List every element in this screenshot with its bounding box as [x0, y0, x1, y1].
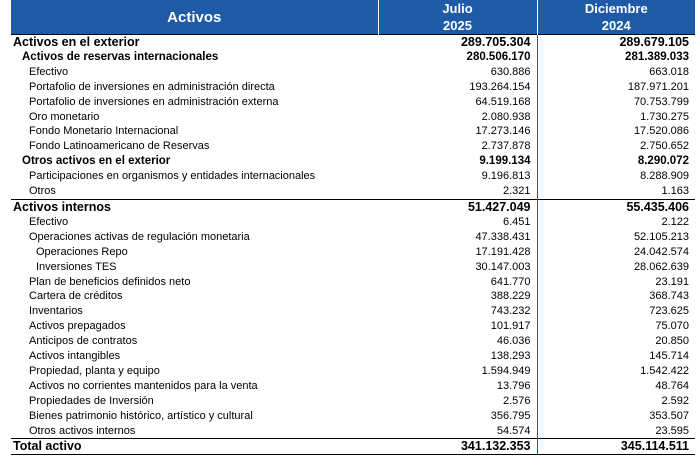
column-header-december-month: Diciembre	[537, 0, 695, 17]
row-label: Activos de reservas internacionales	[22, 50, 219, 63]
column-header-assets: Activos	[11, 0, 378, 35]
row-label: Efectivo	[29, 215, 69, 228]
row-label: Oro monetario	[29, 110, 100, 123]
value-december-2024: 8.290.072	[537, 154, 695, 169]
table-row	[11, 184, 695, 199]
value-july-2025: 1.594.949	[481, 364, 531, 377]
value-july-2025: 341.132.353	[378, 439, 537, 455]
value-december-2024: 23.191	[537, 275, 695, 290]
row-label: Participaciones en organismos y entidades internacionales	[29, 170, 316, 183]
row-label: Activos en el exterior	[11, 35, 378, 50]
value-july-2025: 388.229	[490, 290, 531, 303]
value-december-2024: 23.595	[537, 424, 695, 439]
subsection-row	[11, 50, 695, 65]
table-row	[11, 275, 695, 290]
row-label: Activos no corrientes mantenidos para la venta	[29, 379, 258, 392]
value-july-2025: 289.705.304	[378, 35, 537, 50]
value-december-2024: 55.435.406	[537, 199, 695, 214]
table-row	[11, 334, 695, 349]
value-december-2024: 52.105.213	[537, 230, 695, 245]
table-row	[11, 139, 695, 154]
value-july-2025: 54.574	[496, 424, 531, 437]
value-december-2024: 8.288.909	[537, 169, 695, 184]
value-july-2025: 280.506.170	[466, 50, 531, 63]
value-december-2024: 345.114.511	[537, 439, 695, 455]
row-label: Portafolio de inversiones en administración directa	[29, 80, 275, 93]
value-july-2025: 9.199.134	[479, 155, 531, 168]
table-row	[11, 349, 695, 364]
value-december-2024: 75.070	[537, 319, 695, 334]
row-label: Cartera de créditos	[29, 290, 123, 303]
table-row	[11, 394, 695, 409]
balance-sheet	[11, 0, 695, 455]
row-label: Portafolio de inversiones en administración externa	[29, 95, 279, 108]
row-label: Bienes patrimonio histórico, artístico y cultural	[29, 409, 253, 422]
value-december-2024: 17.520.086	[537, 124, 695, 139]
value-july-2025: 630.886	[490, 65, 531, 78]
table-row	[11, 124, 695, 139]
table-body	[11, 35, 695, 455]
value-december-2024: 1.730.275	[537, 110, 695, 125]
value-december-2024: 353.507	[537, 409, 695, 424]
row-label: Fondo Monetario Internacional	[29, 125, 179, 138]
value-july-2025: 2.321	[502, 185, 531, 198]
row-label: Plan de beneficios definidos neto	[29, 275, 191, 288]
table-row	[11, 110, 695, 125]
value-july-2025: 64.519.168	[475, 95, 531, 108]
section-row	[11, 35, 695, 50]
value-july-2025: 30.147.003	[475, 260, 531, 273]
table-row	[11, 95, 695, 110]
table-row	[11, 260, 695, 275]
table-header	[11, 0, 695, 35]
row-label: Propiedades de Inversión	[29, 394, 154, 407]
value-july-2025: 47.338.431	[475, 230, 531, 243]
table-row	[11, 245, 695, 260]
value-july-2025: 193.264.154	[469, 80, 531, 93]
row-label: Operaciones Repo	[36, 245, 128, 258]
value-july-2025: 641.770	[490, 275, 531, 288]
table-row	[11, 230, 695, 245]
value-july-2025: 2.576	[502, 394, 531, 407]
row-label: Activos prepagados	[29, 320, 126, 333]
row-label: Efectivo	[29, 65, 69, 78]
table-row	[11, 215, 695, 230]
value-december-2024: 187.971.201	[537, 80, 695, 95]
value-december-2024: 28.062.639	[537, 260, 695, 275]
value-december-2024: 1.163	[537, 184, 695, 199]
value-july-2025: 743.232	[490, 305, 531, 318]
row-label: Operaciones activas de regulación monetaria	[29, 230, 250, 243]
table-row	[11, 424, 695, 439]
row-label: Otros activos en el exterior	[22, 155, 171, 168]
value-december-2024: 70.753.799	[537, 95, 695, 110]
row-label: Propiedad, planta y equipo	[29, 364, 160, 377]
table-row	[11, 80, 695, 95]
table-row	[11, 379, 695, 394]
value-december-2024: 2.122	[537, 215, 695, 230]
value-december-2024: 20.850	[537, 334, 695, 349]
row-label: Otros	[29, 185, 56, 198]
value-december-2024: 368.743	[537, 289, 695, 304]
value-december-2024: 1.542.422	[537, 364, 695, 379]
value-december-2024: 723.625	[537, 304, 695, 319]
table-row	[11, 409, 695, 424]
value-december-2024: 289.679.105	[537, 35, 695, 50]
table-row	[11, 289, 695, 304]
table-row	[11, 304, 695, 319]
value-december-2024: 281.389.033	[537, 50, 695, 65]
section-row	[11, 199, 695, 214]
value-july-2025: 13.796	[496, 379, 531, 392]
value-july-2025: 101.917	[490, 320, 531, 333]
value-july-2025: 46.036	[496, 335, 531, 348]
column-header-december-year: 2024	[537, 17, 695, 35]
value-december-2024: 663.018	[537, 65, 695, 80]
column-header-july-year: 2025	[378, 17, 537, 35]
subsection-row	[11, 154, 695, 169]
value-december-2024: 48.764	[537, 379, 695, 394]
value-july-2025: 6.451	[502, 215, 531, 228]
value-december-2024: 2.750.652	[537, 139, 695, 154]
value-december-2024: 2.592	[537, 394, 695, 409]
value-july-2025: 17.191.428	[475, 245, 531, 258]
value-july-2025: 9.196.813	[481, 170, 531, 183]
value-july-2025: 17.273.146	[475, 125, 531, 138]
table-row	[11, 364, 695, 379]
value-december-2024: 145.714	[537, 349, 695, 364]
row-label: Total activo	[11, 439, 378, 455]
row-label: Anticipos de contratos	[29, 335, 138, 348]
row-label: Fondo Latinoamericano de Reservas	[29, 140, 210, 153]
value-july-2025: 2.737.878	[481, 140, 531, 153]
row-label: Inventarios	[29, 305, 83, 318]
row-label: Inversiones TES	[36, 260, 117, 273]
column-header-july-month: Julio	[378, 0, 537, 17]
row-label: Activos intangibles	[29, 350, 121, 363]
assets-table	[11, 0, 695, 455]
row-label: Otros activos internos	[29, 424, 136, 437]
value-july-2025: 356.795	[490, 409, 531, 422]
value-july-2025: 2.080.938	[481, 110, 531, 123]
table-row	[11, 319, 695, 334]
table-row	[11, 65, 695, 80]
row-label: Activos internos	[11, 199, 378, 214]
total-row	[11, 439, 695, 455]
value-july-2025: 138.293	[490, 350, 531, 363]
table-row	[11, 169, 695, 184]
value-december-2024: 24.042.574	[537, 245, 695, 260]
value-july-2025: 51.427.049	[378, 199, 537, 214]
